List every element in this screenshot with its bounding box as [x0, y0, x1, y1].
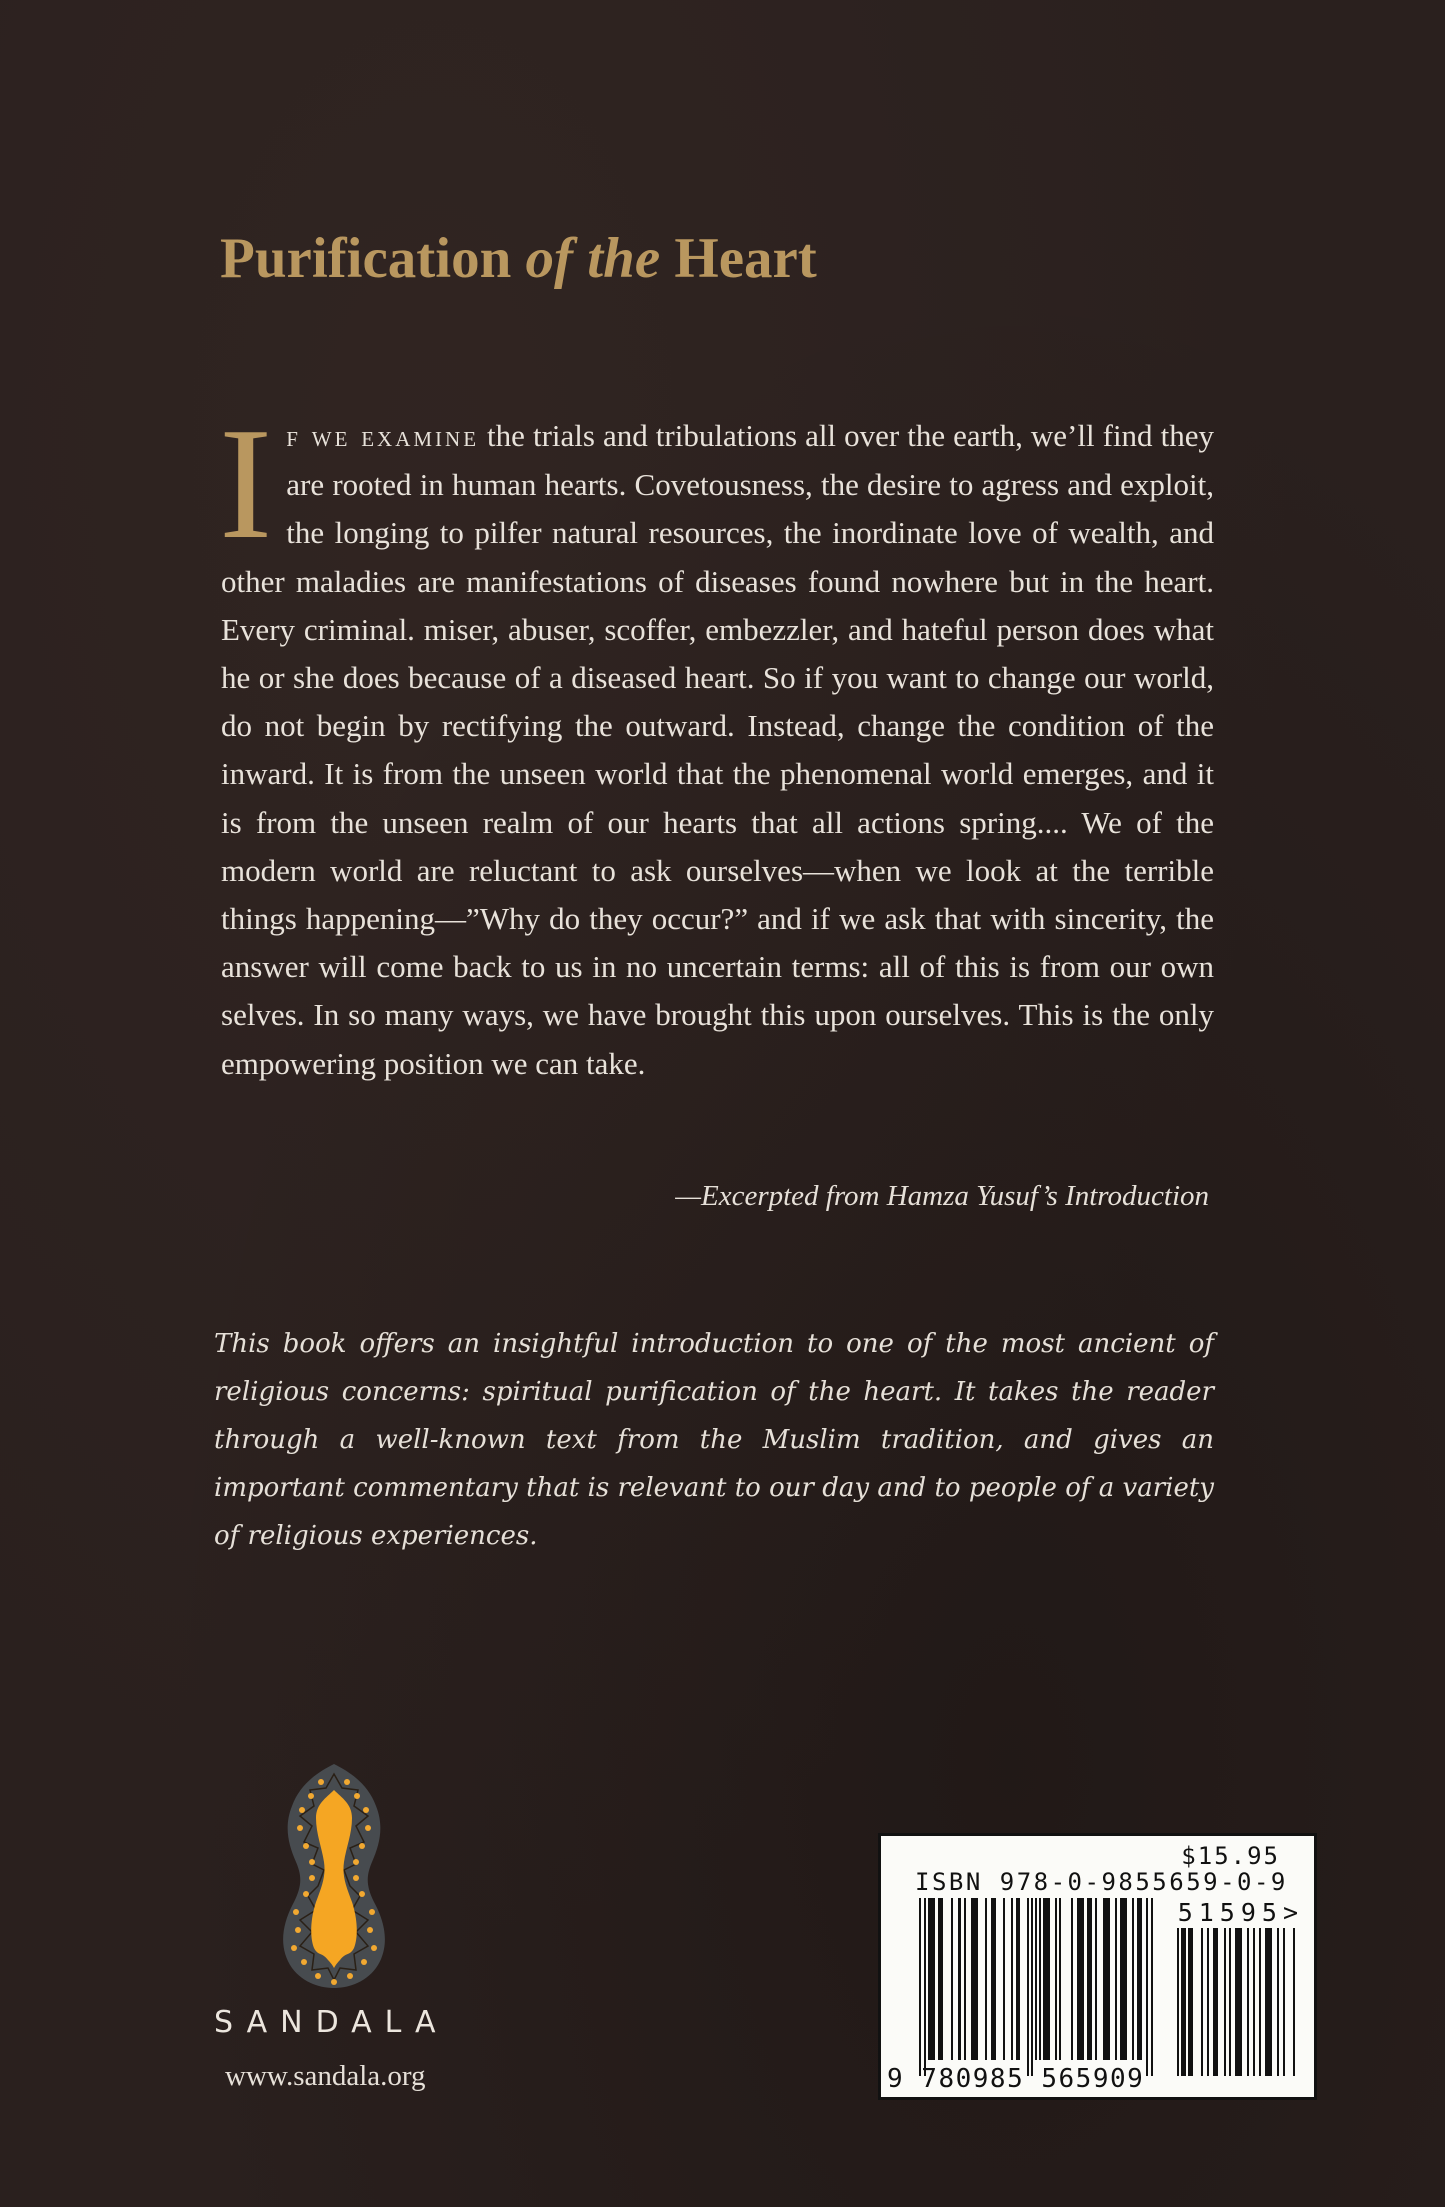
publisher-name: SANDALA	[214, 2005, 449, 2040]
book-description: This book offers an insightful introduction to one of the most ancient of religious concerns: spiritual purification of the heart. It takes the reader through a well-known text from the Muslim tradition, and gives an important commentary that is relevant to our day and to people of a variety of religious experiences.	[214, 1329, 1214, 1551]
title-part-2: of the	[525, 227, 661, 290]
isbn-barcode	[878, 1833, 1317, 2100]
title-part-3: Heart	[660, 227, 817, 290]
title-part-1: Purification	[220, 227, 526, 290]
sandal-ornament-icon	[272, 1762, 396, 1988]
excerpt-paragraph	[219, 394, 1214, 1088]
excerpt-body: the trials and tribulations all over the earth, we’ll find they are rooted in human hearts. Covetousness, the desire to agress and exploit, the longing to pilfer natural resources, the inordinate love of wealth, and other maladies are manifestations of diseases found nowhere but in the heart. Every criminal. miser, abuser, scoffer, embezzler, and hateful person does what he or she does because of a diseased heart. So if you want to change our world, do not begin by rectifying the outward. Instead, change the condition of the inward. It is from the unseen world that the phenomenal world emerges, and it is from the unseen realm of our hearts that all actions spring.... We of the modern world are reluctant to ask ourselves—when we look at the terrible things happening—”Why do they occur?” and if we ask that with sincerity, the answer will come back to us in no uncertain terms: all of this is from our own selves. In so many ways, we have brought this upon ourselves. This is the only empowering position we can take.	[221, 418, 1214, 1081]
publisher-url[interactable]: www.sandala.org	[225, 2060, 426, 2092]
excerpt-attribution: —Excerpted from Hamza Yusuf’s Introduction	[675, 1180, 1209, 1212]
isbn-label: ISBN 978-0-9855659-0-9	[915, 1868, 1288, 1896]
lead-in-smallcaps: f we examine	[286, 420, 480, 453]
ean-digits: 9 780985 565909	[887, 2064, 1145, 2094]
addon-barcode-bars	[1177, 1928, 1297, 2076]
drop-cap: I	[219, 394, 273, 572]
price-label: $15.95	[1181, 1842, 1280, 1870]
book-title	[220, 226, 817, 291]
ean-barcode-bars	[919, 1898, 1159, 2076]
addon-code: 51595>	[1177, 1898, 1304, 1927]
